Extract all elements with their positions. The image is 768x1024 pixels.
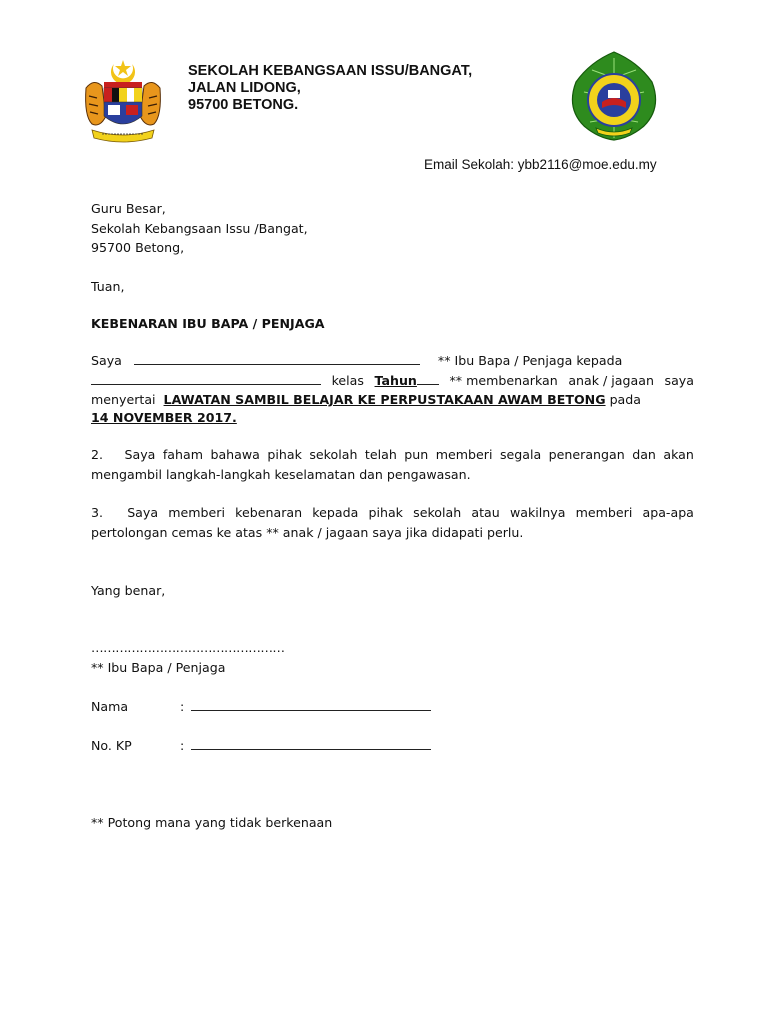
word: Saya (124, 447, 156, 462)
kp-row (180, 738, 431, 753)
para1-line3 (91, 392, 641, 407)
word: memberi (435, 447, 493, 462)
para3-line1 (91, 505, 694, 520)
footnote: ** Potong mana yang tidak berkenaan (91, 815, 333, 830)
word: telah (364, 447, 397, 462)
school-postcode: 95700 BETONG. (188, 97, 299, 113)
para2-line2: mengambil langkah-langkah keselamatan dan pengawasan. (91, 467, 471, 482)
nama-colon: : (180, 699, 185, 714)
event-date: 14 NOVEMBER 2017. (91, 410, 237, 425)
para1-line1 (91, 353, 622, 368)
ibu-bapa-text: ** Ibu Bapa / Penjaga kepada (437, 353, 623, 368)
kp-colon: : (180, 738, 185, 753)
menyertai-text: menyertai (91, 392, 156, 407)
signature-role: ** Ibu Bapa / Penjaga (91, 660, 226, 675)
word: memberi (168, 505, 225, 520)
word: kebenaran (235, 505, 303, 520)
word: segala (499, 447, 542, 462)
para2-line1 (91, 447, 694, 462)
word: penerangan (548, 447, 625, 462)
pada-text: pada (609, 392, 641, 407)
saya-text: Saya (91, 353, 122, 368)
school-leaf-badge-icon (568, 48, 660, 144)
recipient-postcode: 95700 Betong, (91, 240, 185, 255)
nama-row (180, 699, 431, 714)
signature-line[interactable]: ………………………………………… (91, 640, 285, 655)
para3-number: 3. (91, 505, 104, 520)
school-email: Email Sekolah: ybb2116@moe.edu.my (424, 157, 657, 172)
word: pihak (267, 447, 302, 462)
school-name: SEKOLAH KEBANGSAAN ISSU/BANGAT, (188, 63, 473, 79)
word: wakilnya (509, 505, 566, 520)
anak-jagaan-text: anak / jagaan (568, 373, 654, 388)
letterhead (188, 63, 472, 114)
word: faham (162, 447, 203, 462)
word: apa-apa (642, 505, 694, 520)
nama-field[interactable] (191, 699, 431, 711)
word: memberi (575, 505, 633, 520)
word: Saya (127, 505, 159, 520)
child-name-blank[interactable] (91, 373, 321, 385)
word: akan (663, 447, 694, 462)
word: bahawa (210, 447, 260, 462)
para1-line2 (91, 373, 694, 388)
recipient-title: Guru Besar, (91, 201, 166, 216)
word: atau (471, 505, 500, 520)
word: pihak (368, 505, 403, 520)
word: dan (632, 447, 656, 462)
tahun-text: Tahun (374, 373, 417, 388)
salutation: Tuan, (91, 279, 125, 294)
event-name: LAWATAN SAMBIL BELAJAR KE PERPUSTAKAAN AWAM BETONG (163, 392, 606, 407)
closing: Yang benar, (91, 583, 166, 598)
para2-number: 2. (91, 447, 104, 462)
saya-text-2: saya (664, 373, 694, 388)
letter-title: KEBENARAN IBU BAPA / PENJAGA (91, 316, 325, 331)
kelas-text: kelas (331, 373, 364, 388)
school-street: JALAN LIDONG, (188, 80, 301, 96)
kp-label: No. KP (91, 738, 132, 753)
word: sekolah (413, 505, 462, 520)
word: pun (404, 447, 429, 462)
para3-line2: pertolongan cemas ke atas ** anak / jagaan saya jika didapati perlu. (91, 525, 524, 540)
word: sekolah (309, 447, 358, 462)
name-blank[interactable] (134, 353, 420, 365)
malaysia-coat-of-arms-icon (80, 58, 166, 150)
kp-field[interactable] (191, 738, 431, 750)
nama-label: Nama (91, 699, 129, 714)
recipient-school: Sekolah Kebangsaan Issu /Bangat, (91, 221, 308, 236)
membenarkan-text: ** membenarkan (449, 373, 558, 388)
word: kepada (312, 505, 359, 520)
class-blank[interactable] (417, 373, 439, 385)
